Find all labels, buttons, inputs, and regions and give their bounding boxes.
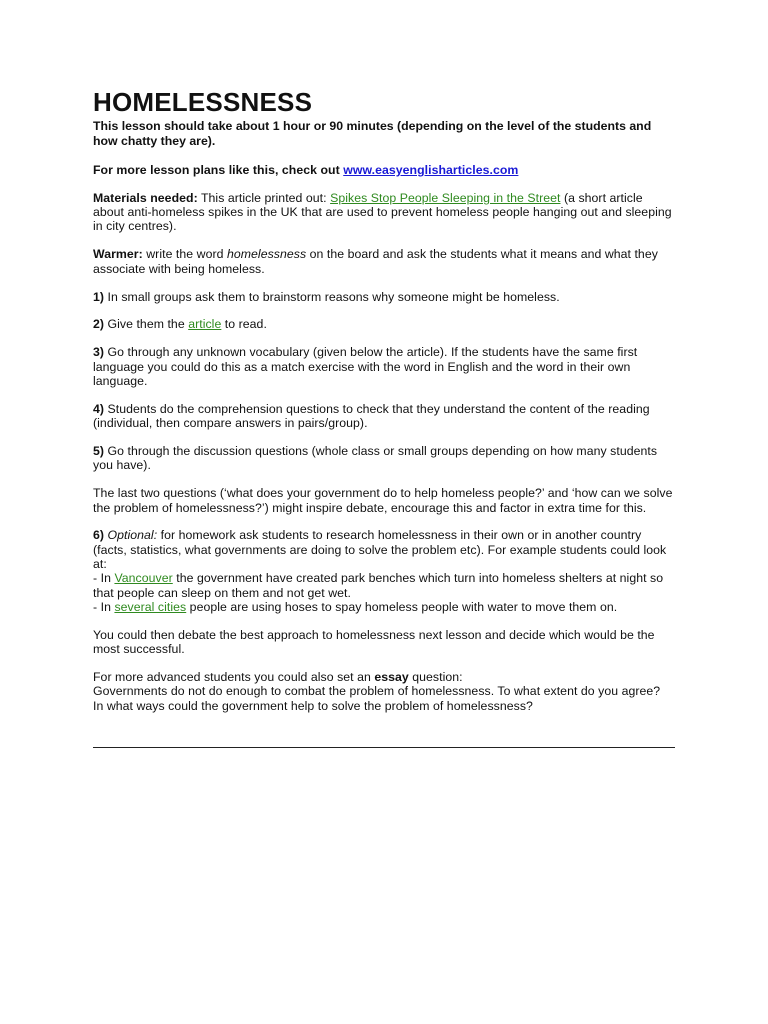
several-cities-link[interactable]: several cities: [114, 599, 187, 614]
essay-text-post: question:: [408, 669, 463, 684]
website-link[interactable]: www.easyenglisharticles.com: [343, 163, 519, 177]
step-5-text: Go through the discussion questions (whole class or small groups depending on how many students you have).: [93, 444, 658, 473]
step-5-number: 5): [93, 444, 105, 459]
essay-question-2: In what ways could the government help to solve the problem of homelessness?: [93, 698, 533, 713]
horizontal-rule: [93, 747, 675, 748]
vancouver-link[interactable]: Vancouver: [114, 571, 173, 586]
bullet-vancouver-pre: - In: [93, 571, 115, 586]
step-1: [93, 290, 676, 304]
step-6-text: for homework ask students to research homelessness in their own or in another country (facts, statistics, what governments are doing to solve the problem etc). For example students could look at:: [93, 528, 667, 571]
more-lessons-text: For more lesson plans like this, check out: [93, 163, 344, 177]
essay-keyword: essay: [374, 669, 409, 684]
step-2-number: 2): [93, 317, 105, 332]
step-4: [93, 402, 676, 431]
essay-question-1: Governments do not do enough to combat the problem of homelessness. To what extent do you agree?: [93, 684, 661, 699]
step-1-text: In small groups ask them to brainstorm reasons why someone might be homeless.: [104, 289, 560, 304]
materials-text-pre: This article printed out:: [197, 190, 331, 205]
bullet-cities-post: people are using hoses to spay homeless people with water to move them on.: [186, 599, 618, 614]
step-3-text: Go through any unknown vocabulary (given below the article). If the students have the same first language you could do this as a match exercise with the word in English and the word in their own language.: [93, 345, 638, 388]
step-5: [93, 444, 676, 473]
materials-label: Materials needed:: [93, 190, 198, 205]
step-3-number: 3): [93, 345, 105, 360]
step-2-text-pre: Give them the: [104, 317, 189, 332]
step-4-text: Students do the comprehension questions to check that they understand the content of the reading (individual, then compare answers in pairs/group).: [93, 401, 650, 431]
page-title: HOMELESSNESS: [93, 87, 313, 117]
bullet-cities-pre: - In: [93, 599, 115, 614]
step-6: [93, 528, 676, 614]
warmer-keyword: homelessness: [226, 247, 307, 262]
step-2: [93, 317, 676, 331]
more-lessons-line: [93, 163, 676, 177]
step-4-number: 4): [93, 401, 105, 416]
step-2-text-post: to read.: [221, 317, 267, 332]
warmer-paragraph: [93, 247, 676, 276]
debate-paragraph: You could then debate the best approach to homelessness next lesson and decide which would be the most successful.: [93, 627, 655, 657]
warmer-text-pre: write the word: [142, 247, 227, 262]
step-6-number: 6): [93, 528, 105, 543]
spikes-article-link[interactable]: Spikes Stop People Sleeping in the Street: [330, 190, 561, 205]
warmer-label: Warmer:: [93, 247, 143, 262]
step-3: [93, 345, 676, 388]
optional-label: Optional:: [104, 528, 158, 543]
essay-paragraph: [93, 670, 676, 713]
materials-paragraph: [93, 191, 676, 234]
lesson-intro: This lesson should take about 1 hour or 90 minutes (depending on the level of the students and how chatty they are).: [93, 119, 652, 148]
essay-text-pre: For more advanced students you could also set an: [93, 669, 375, 684]
article-link[interactable]: article: [188, 317, 222, 332]
last-two-questions-paragraph: The last two questions (‘what does your government do to help homeless people?’ and ‘how can we solve the problem of homelessness?’) might inspire debate, encourage this and factor in extra time for this.: [93, 486, 673, 515]
step-1-number: 1): [93, 289, 105, 304]
materials-text-post: (a short article about anti-homeless spikes in the UK that are used to prevent homeless people hanging out and sleeping in city centres).: [93, 190, 672, 234]
warmer-text-post: on the board and ask the students what it means and what they associate with being homeless.: [93, 247, 658, 276]
bullet-vancouver-post: the government have created park benches which turn into homeless shelters at night so that people can sleep on them and not get wet.: [93, 571, 664, 600]
